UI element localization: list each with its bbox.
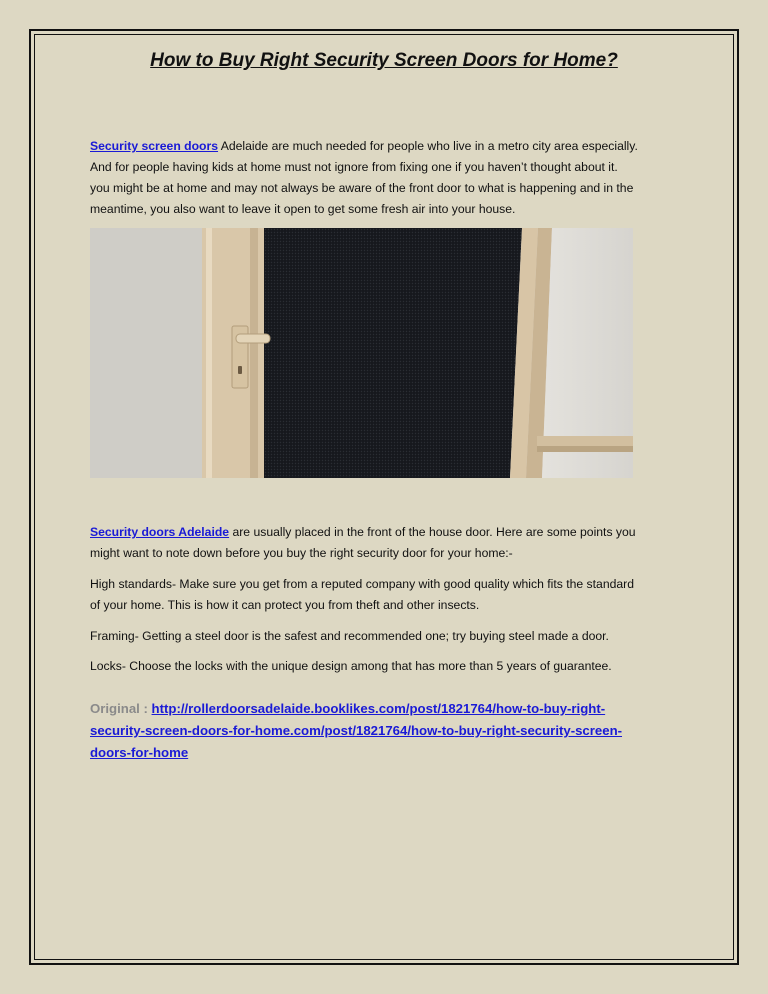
intro-text-line2: And for people having kids at home must not ignore from fixing one if you haven’t thought about it.: [90, 160, 618, 174]
intro-text-line4: meantime, you also want to leave it open to get some fresh air into your house.: [90, 202, 516, 216]
points-intro-line2: might want to note down before you buy the right security door for your home:-: [90, 546, 513, 560]
page-title: How to Buy Right Security Screen Doors for Home?: [150, 50, 618, 71]
intro-text-line1: Adelaide are much needed for people who live in a metro city area especially.: [218, 139, 638, 153]
framing-text: Framing- Getting a steel door is the safest and recommended one; try buying steel made a door.: [90, 629, 609, 643]
points-intro-paragraph: [90, 522, 680, 564]
source-url-line2[interactable]: security-screen-doors-for-home.com/post/1821764/how-to-buy-right-security-screen-: [90, 723, 623, 738]
locks-text: Locks- Choose the locks with the unique design among that has more than 5 years of guarantee.: [90, 659, 612, 673]
high-standards-line2: of your home. This is how it can protect you from theft and other insects.: [90, 598, 480, 612]
security-doors-adelaide-link[interactable]: Security doors Adelaide: [90, 525, 230, 539]
security-door-photo: [90, 228, 633, 478]
intro-text-line3: you might be at home and may not always be aware of the front door to what is happening and in the: [90, 181, 634, 195]
locks-paragraph: [90, 656, 680, 677]
intro-paragraph: [90, 136, 680, 220]
framing-paragraph: [90, 626, 680, 647]
source-paragraph: [90, 698, 690, 764]
high-standards-paragraph: [90, 574, 680, 616]
source-url-line3[interactable]: doors-for-home: [90, 745, 189, 760]
original-label: Original :: [90, 701, 152, 716]
security-screen-doors-link[interactable]: Security screen doors: [90, 139, 219, 153]
source-url-line1[interactable]: http://rollerdoorsadelaide.booklikes.com/post/1821764/how-to-buy-right-: [151, 701, 606, 716]
points-intro-line1: are usually placed in the front of the house door. Here are some points you: [229, 525, 636, 539]
high-standards-line1: High standards- Make sure you get from a reputed company with good quality which fits the standard: [90, 577, 634, 591]
